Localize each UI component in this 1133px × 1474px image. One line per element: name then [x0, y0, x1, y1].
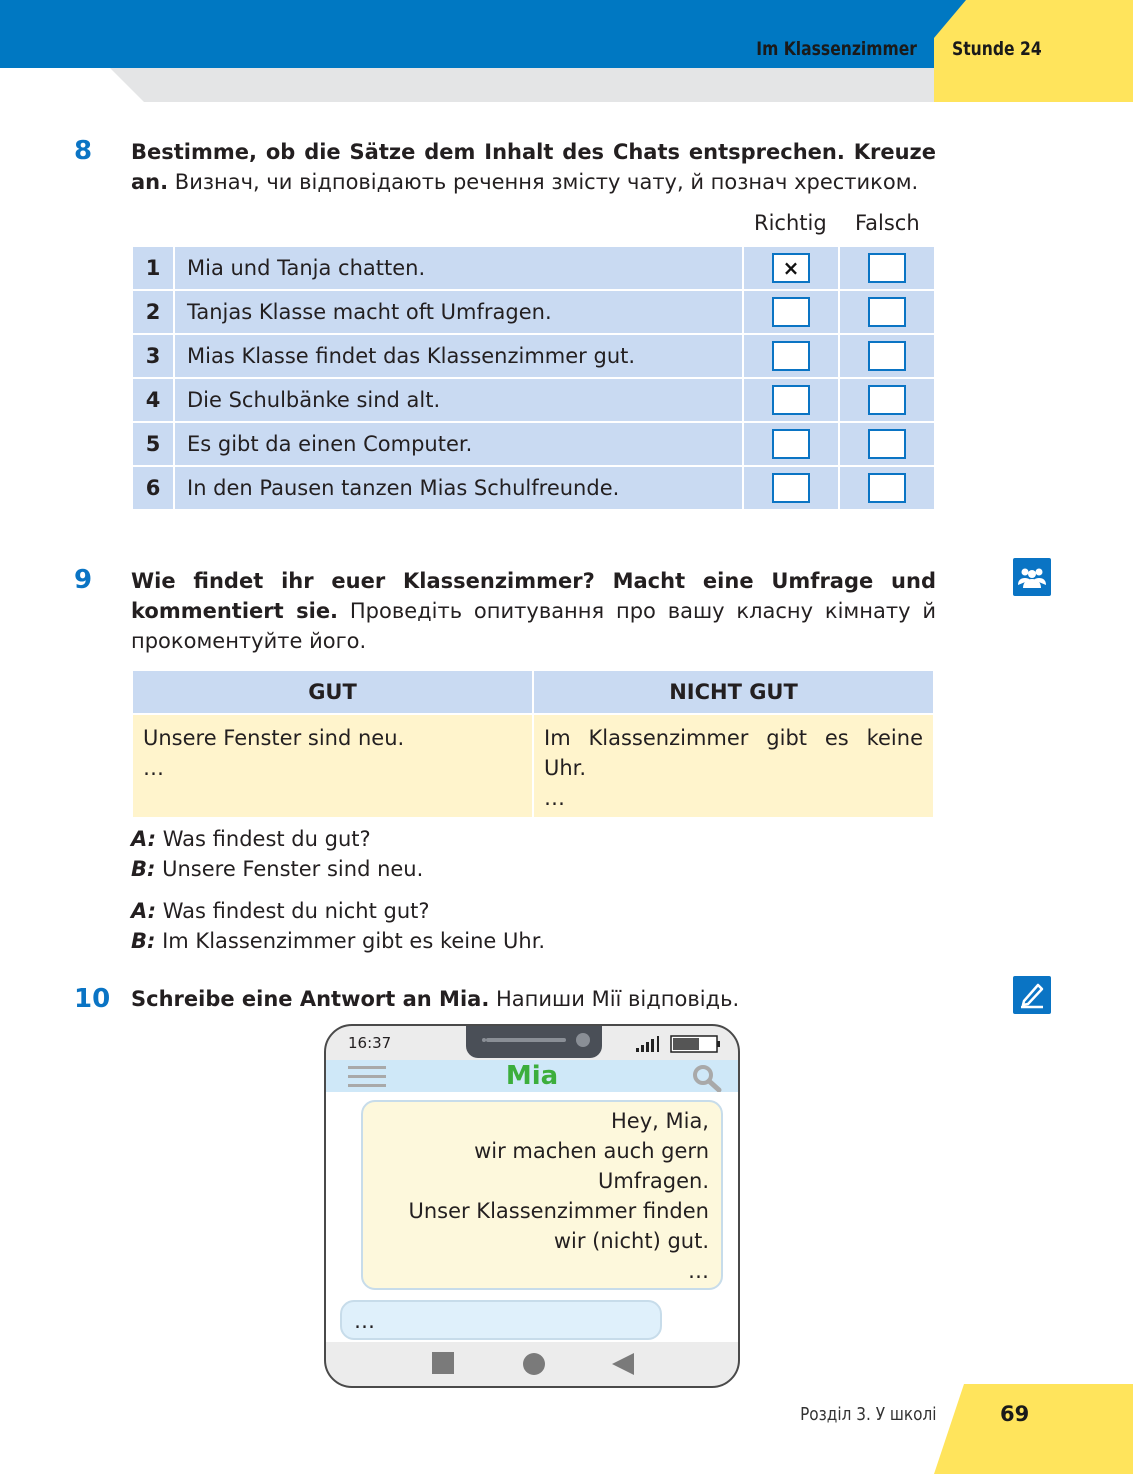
column-richtig: Richtig	[754, 211, 827, 235]
nicht-gut-cell	[533, 714, 934, 818]
incoming-message	[361, 1100, 723, 1290]
message-line: Hey, Mia,	[611, 1109, 709, 1133]
message-line: wir machen auch gern	[474, 1139, 709, 1163]
speaker-label: A	[131, 899, 148, 923]
row-statement: Mia und Tanja chatten.	[174, 246, 743, 290]
richtig-cell	[743, 334, 839, 378]
row-number: 2	[132, 290, 174, 334]
dialog-2	[131, 896, 545, 956]
table-row	[132, 246, 935, 290]
row-statement: Die Schulbänke sind alt.	[174, 378, 743, 422]
gut-example: Unsere Fenster sind neu.	[143, 726, 405, 750]
back-icon[interactable]	[612, 1352, 636, 1376]
row-statement: Tanjas Klasse macht oft Umfragen.	[174, 290, 743, 334]
falsch-cell	[839, 422, 935, 466]
phone-notch	[466, 1024, 602, 1058]
row-number: 5	[132, 422, 174, 466]
falsch-cell	[839, 466, 935, 510]
richtig-checkbox[interactable]	[772, 297, 810, 327]
search-icon[interactable]	[692, 1064, 722, 1092]
signal-battery-icon	[636, 1034, 720, 1058]
row-number: 3	[132, 334, 174, 378]
dialog-line: B: Unsere Fenster sind neu.	[131, 857, 424, 881]
header-lesson: Stunde 24	[952, 38, 1042, 60]
falsch-cell	[839, 290, 935, 334]
row-statement: In den Pausen tanzen Mias Schulfreunde.	[174, 466, 743, 510]
column-falsch: Falsch	[855, 211, 920, 235]
message-line: Umfragen.	[598, 1169, 709, 1193]
table-row	[132, 466, 935, 510]
task10-instruction	[131, 984, 936, 1014]
falsch-cell	[839, 246, 935, 290]
chat-screen	[326, 1060, 738, 1342]
richtig-checkbox[interactable]	[772, 341, 810, 371]
phone-nav-bar	[326, 1344, 738, 1384]
speaker-label: A	[131, 827, 148, 851]
stop-icon[interactable]	[432, 1352, 456, 1376]
pencil-icon	[1013, 976, 1051, 1014]
task9-instruction-de: Wie findet ihr euer Klassenzimmer? Macht eine Umfrage und kommentiert sie.	[131, 569, 936, 623]
dialog-1	[131, 824, 423, 884]
dialog-text: Was findest du gut?	[162, 827, 371, 851]
phone-time: 16:37	[348, 1034, 392, 1052]
dialog-text: Was findest du nicht gut?	[162, 899, 430, 923]
table-row	[132, 378, 935, 422]
richtig-checkbox[interactable]: ×	[772, 253, 810, 283]
task8-instruction-de: Bestimme, ob die Sätze dem Inhalt des Chats entsprechen. Kreuze an.	[131, 140, 936, 194]
column-gut: GUT	[132, 670, 533, 714]
richtig-cell	[743, 422, 839, 466]
task8-instruction-uk: Визнач, чи відповідають речення змісту чату, й познач хрестиком.	[174, 170, 919, 194]
gut-cell	[132, 714, 533, 818]
phone-mockup	[324, 1024, 740, 1388]
dialog-line: A: Was findest du nicht gut?	[131, 899, 430, 923]
falsch-checkbox[interactable]	[868, 253, 906, 283]
gut-ellipsis: …	[143, 756, 164, 780]
task-number-8: 8	[74, 136, 93, 166]
richtig-checkbox[interactable]	[772, 429, 810, 459]
dialog-line: B: Im Klassenzimmer gibt es keine Uhr.	[131, 929, 546, 953]
table-row	[132, 290, 935, 334]
footer-page-tab	[934, 1384, 1133, 1474]
row-number: 1	[132, 246, 174, 290]
falsch-checkbox[interactable]	[868, 473, 906, 503]
footer-section: Розділ 3. У школі	[800, 1404, 937, 1425]
falsch-cell	[839, 334, 935, 378]
dialog-line: A: Was findest du gut?	[131, 827, 371, 851]
speaker-label: B	[131, 929, 148, 953]
richtig-cell	[743, 378, 839, 422]
falsch-cell	[839, 378, 935, 422]
task-number-9: 9	[74, 565, 93, 595]
falsch-checkbox[interactable]	[868, 297, 906, 327]
home-icon[interactable]	[522, 1352, 546, 1376]
richtig-checkbox[interactable]	[772, 385, 810, 415]
page-number: 69	[1000, 1402, 1030, 1426]
message-line: …	[688, 1259, 709, 1283]
nicht-gut-example: Im Klassenzimmer gibt es keine Uhr.	[544, 726, 923, 780]
reply-message[interactable]: …	[340, 1300, 662, 1340]
column-nicht-gut: NICHT GUT	[533, 670, 934, 714]
header-shadow	[110, 68, 940, 102]
table-row	[132, 334, 935, 378]
row-statement: Mias Klasse findet das Klassenzimmer gut.	[174, 334, 743, 378]
dialog-text: Im Klassenzimmer gibt es keine Uhr.	[162, 929, 546, 953]
nicht-gut-ellipsis: …	[544, 786, 565, 810]
richtig-cell	[743, 466, 839, 510]
task9-instruction	[131, 566, 936, 656]
chat-header	[326, 1060, 738, 1092]
message-line: wir (nicht) gut.	[553, 1229, 709, 1253]
speaker-label: B	[131, 857, 148, 881]
group-icon	[1013, 558, 1051, 596]
task8-instruction	[131, 137, 936, 197]
chat-contact-name: Mia	[505, 1061, 559, 1091]
richtig-cell	[743, 246, 839, 290]
row-number: 6	[132, 466, 174, 510]
task10-instruction-de: Schreibe eine Antwort an Mia.	[131, 987, 490, 1011]
table-row	[132, 422, 935, 466]
survey-table	[131, 669, 935, 819]
falsch-checkbox[interactable]	[868, 341, 906, 371]
richtig-checkbox[interactable]	[772, 473, 810, 503]
task10-instruction-uk: Напиши Мії відповідь.	[496, 987, 740, 1011]
header-topic: Im Klassenzimmer	[756, 38, 917, 60]
true-false-table	[131, 245, 936, 511]
row-statement: Es gibt da einen Computer.	[174, 422, 743, 466]
falsch-checkbox[interactable]	[868, 385, 906, 415]
richtig-cell	[743, 290, 839, 334]
row-number: 4	[132, 378, 174, 422]
message-line: Unser Klassenzimmer finden	[408, 1199, 709, 1223]
task-number-10: 10	[74, 984, 111, 1014]
task9-instruction-uk: Проведіть опитування про вашу класну кімнату й прокоментуйте його.	[131, 599, 937, 653]
dialog-text: Unsere Fenster sind neu.	[162, 857, 424, 881]
falsch-checkbox[interactable]	[868, 429, 906, 459]
